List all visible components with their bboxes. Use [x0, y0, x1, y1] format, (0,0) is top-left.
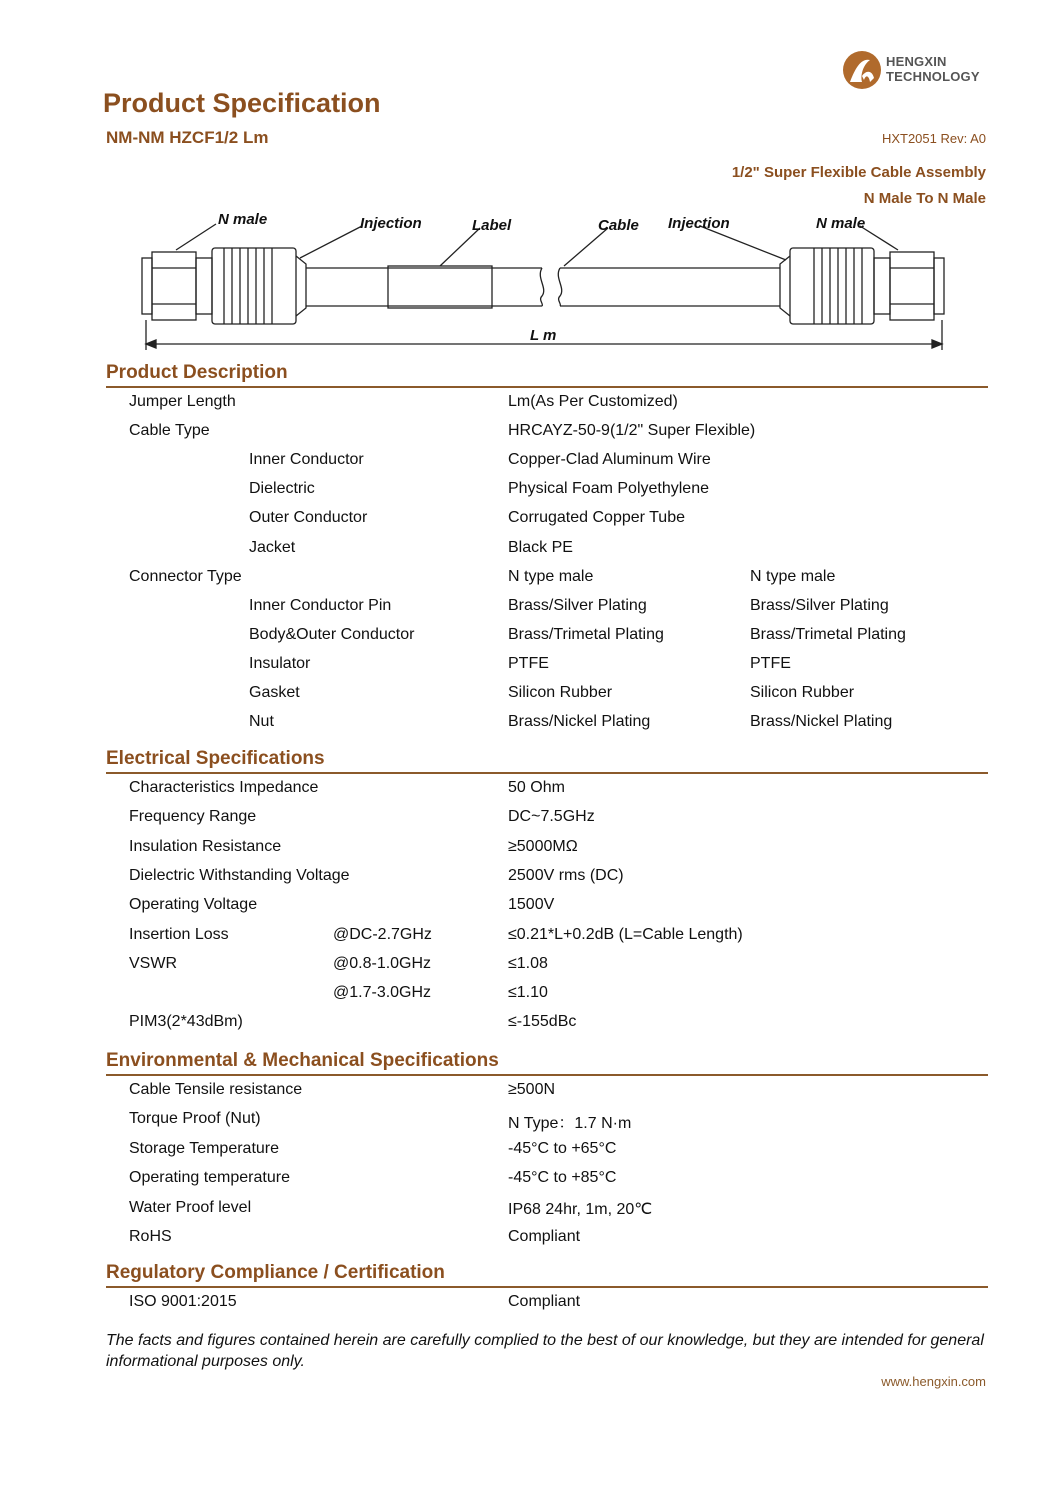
spec-value: 1500V — [508, 896, 555, 914]
drawing-label-label: Label — [472, 217, 512, 234]
spec-value: 50 Ohm — [508, 779, 565, 796]
hengxin-logo-icon — [840, 48, 884, 92]
spec-label: Inner Conductor Pin — [249, 596, 392, 614]
spec-label: Connector Type — [129, 567, 242, 585]
drawing-label-n-male-left: N male — [218, 211, 268, 228]
spec-value: Brass/Nickel Plating — [508, 713, 651, 731]
spec-value-second: Brass/Nickel Plating — [750, 713, 893, 731]
spec-value-second: Brass/Silver Plating — [750, 596, 889, 614]
spec-value: ≤0.21*L+0.2dB (L=Cable Length) — [508, 925, 743, 943]
spec-value: IP68 24hr, 1m, 20℃ — [508, 1200, 653, 1218]
cable-assembly-drawing — [140, 208, 950, 356]
company-logo — [840, 48, 990, 92]
page-title: Product Specification — [103, 88, 381, 118]
spec-label: Insulation Resistance — [129, 837, 282, 855]
spec-value: ≤1.08 — [508, 954, 548, 972]
spec-condition: @0.8-1.0GHz — [333, 954, 432, 972]
spec-value: Brass/Silver Plating — [508, 596, 647, 614]
spec-label: Water Proof level — [129, 1198, 252, 1216]
spec-value: Brass/Trimetal Plating — [508, 625, 664, 643]
spec-value: Compliant — [508, 1228, 581, 1245]
spec-value: Silicon Rubber — [508, 684, 613, 701]
logo-line2: TECHNOLOGY — [886, 69, 980, 84]
spec-label: Inner Conductor — [249, 451, 364, 469]
spec-value: ≤1.10 — [508, 984, 548, 1002]
drawing-label-injection-right: Injection — [668, 215, 730, 232]
spec-value: HRCAYZ-50-9(1/2" Super Flexible) — [508, 422, 756, 440]
spec-value: N type male — [508, 567, 594, 585]
spec-value: Compliant — [508, 1293, 581, 1310]
spec-value: Lm(As Per Customized) — [508, 393, 678, 410]
spec-value-second: Brass/Trimetal Plating — [750, 625, 906, 643]
spec-label: Frequency Range — [129, 808, 257, 826]
spec-label: ISO 9001:2015 — [129, 1293, 237, 1310]
spec-value: DC~7.5GHz — [508, 808, 595, 826]
spec-value: Physical Foam Polyethylene — [508, 480, 709, 498]
spec-label: Storage Temperature — [129, 1139, 280, 1157]
spec-value: Black PE — [508, 538, 573, 556]
section-product-description: Product Description — [106, 362, 988, 388]
section-environmental-mechanical: Environmental & Mechanical Specifications — [106, 1050, 988, 1076]
product-connectors: N Male To N Male — [863, 190, 986, 207]
spec-label: Jacket — [249, 538, 296, 556]
spec-value-second: PTFE — [750, 654, 791, 672]
spec-label: Gasket — [249, 684, 300, 701]
section-regulatory-compliance: Regulatory Compliance / Certification — [106, 1262, 988, 1288]
spec-value: ≤-155dBc — [508, 1013, 577, 1031]
spec-label: Nut — [249, 713, 274, 731]
spec-value-second: Silicon Rubber — [750, 684, 855, 701]
spec-label: Body&Outer Conductor — [249, 625, 415, 643]
spec-label: Operating temperature — [129, 1169, 290, 1187]
spec-label: Cable Tensile resistance — [129, 1081, 303, 1098]
product-name: 1/2" Super Flexible Cable Assembly — [731, 164, 986, 181]
disclaimer-text: The facts and figures contained herein are carefully complied to the best of our knowledge, but they are intended for general informational purposes only. — [106, 1332, 984, 1370]
spec-value: -45°C to +85°C — [508, 1169, 617, 1187]
drawing-label-cable: Cable — [598, 217, 639, 234]
spec-label: PIM3(2*43dBm) — [129, 1013, 243, 1031]
spec-label: Outer Conductor — [249, 509, 368, 527]
spec-value: PTFE — [508, 654, 549, 672]
product-model: NM-NM HZCF1/2 Lm — [106, 128, 269, 147]
drawing-length-label: L m — [530, 327, 557, 344]
spec-value: N Type：1.7 N·m — [508, 1115, 632, 1133]
spec-value: -45°C to +65°C — [508, 1139, 617, 1157]
spec-value: ≥500N — [508, 1081, 556, 1098]
spec-label: Insulator — [249, 654, 311, 672]
logo-line1: HENGXIN — [886, 54, 947, 69]
spec-label: RoHS — [129, 1228, 172, 1245]
spec-condition: @DC-2.7GHz — [333, 925, 432, 943]
spec-value: Corrugated Copper Tube — [508, 509, 685, 527]
spec-value-second: N type male — [750, 567, 836, 585]
spec-value: Copper-Clad Aluminum Wire — [508, 451, 711, 469]
spec-label: Insertion Loss — [129, 925, 229, 943]
spec-condition: @1.7-3.0GHz — [333, 984, 432, 1002]
spec-label: Jumper Length — [129, 393, 236, 410]
website-link[interactable]: www.hengxin.com — [881, 1374, 986, 1389]
spec-label: VSWR — [129, 954, 177, 972]
section-electrical-specifications: Electrical Specifications — [106, 748, 988, 774]
spec-label: Characteristics Impedance — [129, 779, 319, 796]
drawing-label-n-male-right: N male — [816, 215, 866, 232]
spec-label: Dielectric Withstanding Voltage — [129, 866, 350, 884]
spec-label: Cable Type — [129, 422, 210, 440]
spec-label: Dielectric — [249, 480, 315, 498]
drawing-label-injection-left: Injection — [360, 215, 422, 232]
spec-value: ≥5000MΩ — [508, 837, 578, 855]
document-reference: HXT2051 Rev: A0 — [881, 131, 986, 146]
spec-value: 2500V rms (DC) — [508, 866, 624, 884]
spec-label: Torque Proof (Nut) — [129, 1110, 261, 1128]
spec-label: Operating Voltage — [129, 896, 258, 914]
